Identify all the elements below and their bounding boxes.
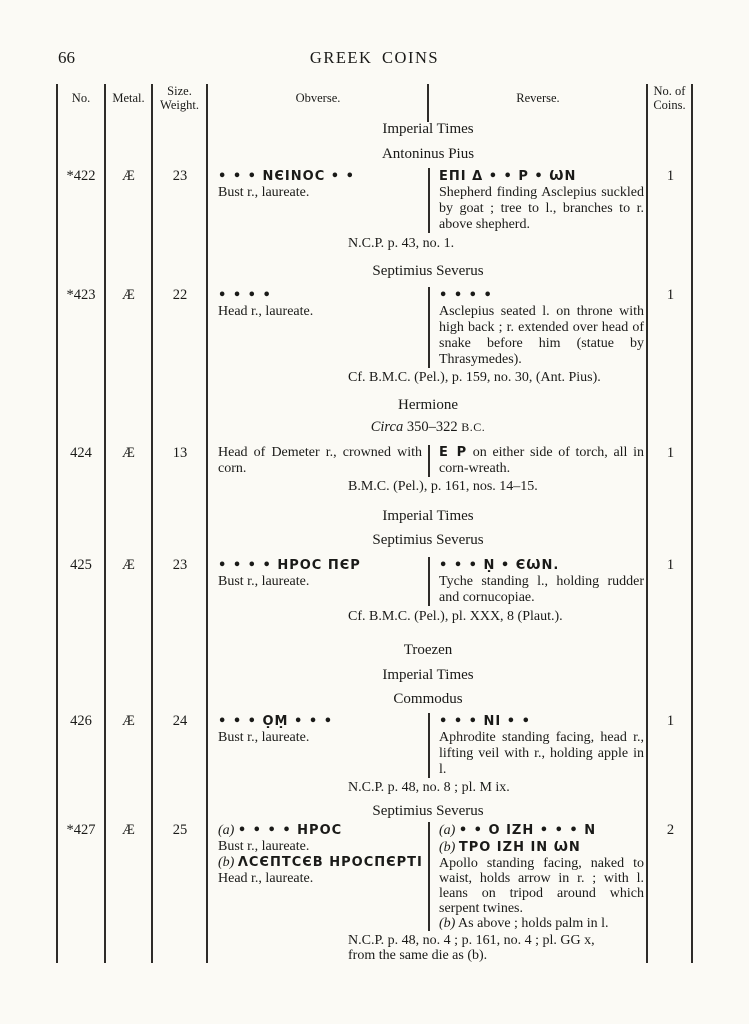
entry-size: 13 [172,445,188,461]
reference-citation: N.C.P. p. 48, no. 4 ; p. 161, no. 4 ; pl. GG x, from the same die as (b). [348,933,595,963]
obverse-cell [208,445,428,477]
legend-line [218,854,422,871]
reverse-cell [428,168,648,233]
legend-line [218,822,422,839]
entry-size: 24 [172,713,188,729]
entry-number: 425 [70,557,92,573]
column-header-metal: Metal. [112,91,145,105]
entry-number: *427 [66,822,96,838]
column-header-obverse: Obverse. [295,91,341,105]
section-heading: Imperial Times [382,508,474,524]
legend-letter: (a) [218,823,238,838]
reverse-cell [428,557,648,606]
description-line: Head of Demeter r., crowned with corn. [218,445,422,476]
entry-coin-count: 1 [666,287,675,303]
obverse-cell [208,168,428,233]
section-heading: Commodus [393,691,463,707]
legend-letter: (b) [218,855,238,870]
description-line: Bust r., laureate. [218,185,310,200]
entry-metal: Æ [122,713,135,729]
section-heading: Hermione [398,397,458,413]
coin-legend: • • • • ΗΡΟС [237,823,343,838]
coin-legend: ΛСЄΠΤСЄΒ ΗΡΟСΠЄΡΤΙ [237,855,423,870]
legend-line [218,713,422,730]
legend-line [439,839,644,856]
circa-label: Circa [370,419,404,435]
entry-metal: Æ [122,557,135,573]
description-line: Shepherd finding Asclepius suckled by goat ; tree to l., branches to r. above shepherd. [439,185,644,232]
column-header-no: No. [71,91,91,105]
entry-coin-count: 1 [666,557,675,573]
coin-legend: ΤΡΟ ΙΖΗ ΙΝ ѠΝ [458,840,581,855]
section-heading: Antoninus Pius [381,146,475,162]
coin-legend: • • • ỌṂ • • • [218,714,333,729]
section-heading: Septimius Severus [372,263,484,279]
description-line: Head r., laureate. [218,304,314,319]
description-line: Bust r., laureate. [218,730,310,745]
coin-legend: • • • Ṇ • ЄѠΝ. [439,558,560,573]
legend-line [439,557,644,574]
legend-line [218,287,422,304]
description-line: Asclepius seated l. on throne with high back ; r. extended over head of snake before him (statue by Thrasymedes). [439,304,644,367]
coin-legend: • • • • [439,288,493,303]
description-line: Tyche standing l., holding rudder and cornucopiae. [439,574,644,605]
obverse-cell [208,713,428,778]
entry-coin-count: 1 [666,168,675,184]
description-line: Head r., laureate. [218,871,314,886]
description-line: (b) As above ; holds palm in l. [439,916,609,931]
reverse-cell [428,713,648,778]
reverse-cell [428,445,648,477]
coin-legend: • • • • ΗΡΟС ΠЄΡ [218,558,361,573]
table-row [57,445,693,477]
table-row [57,287,693,368]
entry-metal: Æ [122,822,135,838]
entry-number: 424 [70,445,92,461]
table-row [57,713,693,778]
legend-line [218,168,422,185]
section-date-range: Circa 350–322 B.C. [370,419,486,435]
coin-legend: • • • • [218,288,272,303]
obverse-cell [208,287,428,368]
legend-letter: (b) [439,840,459,855]
legend-line [218,557,422,574]
entry-number: 426 [70,713,92,729]
description-line: Bust r., laureate. [218,574,310,589]
entry-size: 22 [172,287,188,303]
entry-number: *423 [66,287,96,303]
page-title: GREEK COINS [309,48,440,67]
entry-metal: Æ [122,168,135,184]
legend-letter: (b) [439,916,456,931]
legend-line [439,713,644,730]
reverse-cell [428,822,648,931]
obverse-cell [208,557,428,606]
table-row [57,557,693,606]
entry-size: 25 [172,822,188,838]
coin-legend: • • • ΝЄΙΝΟС • • [218,169,355,184]
entry-coin-count: 2 [666,822,675,838]
catalog-entries [0,112,749,963]
reference-citation: B.M.C. (Pel.), p. 161, nos. 14–15. [348,479,538,494]
reference-citation: Cf. B.M.C. (Pel.), p. 159, no. 30, (Ant. Pius). [348,370,601,385]
section-heading: Imperial Times [382,667,474,683]
entry-metal: Æ [122,445,135,461]
table-row [57,168,693,233]
legend-letter: (a) [439,823,459,838]
bc-label: B.C. [461,420,486,434]
table-row [57,822,693,931]
description-line: Aphrodite standing facing, head r., lifting veil with r., holding apple in l. [439,730,644,777]
column-header-reverse: Reverse. [516,91,560,105]
column-header-size-weight: Size. Weight. [160,84,199,112]
reverse-cell [428,287,648,368]
legend-line [439,287,644,304]
coin-legend-inline: E P [439,445,468,460]
entry-size: 23 [172,557,188,573]
entry-number: *422 [66,168,96,184]
column-header-no-of-coins: No. of Coins. [653,84,686,112]
section-heading: Troezen [403,642,453,658]
entry-coin-count: 1 [666,713,675,729]
obverse-cell [208,822,428,931]
section-heading: Septimius Severus [372,803,484,819]
description-line: E P on either side of torch, all in corn-wreath. [439,445,645,476]
page-number: 66 [58,48,75,67]
reference-citation: N.C.P. p. 48, no. 8 ; pl. M ix. [348,780,510,795]
section-heading: Septimius Severus [372,532,484,548]
coin-legend: ΕΠΙ Δ • • Ρ • ѠΝ [439,169,577,184]
reference-citation: Cf. B.M.C. (Pel.), pl. XXX, 8 (Plaut.). [348,609,563,624]
legend-line [439,822,644,839]
coin-legend: • • • ΝΙ • • [439,714,531,729]
description-line: Apollo standing facing, naked to waist, holds arrow in r. ; with l. leans on tripod around which serpent twines. [439,856,644,916]
entry-coin-count: 1 [666,445,675,461]
entry-metal: Æ [122,287,135,303]
description-line: Bust r., laureate. [218,839,310,854]
legend-line [439,168,644,185]
coin-legend: • • Ο ΙΖΗ • • • Ν [458,823,597,838]
reference-citation: N.C.P. p. 43, no. 1. [348,236,455,251]
entry-size: 23 [172,168,188,184]
section-heading: Imperial Times [382,121,474,137]
